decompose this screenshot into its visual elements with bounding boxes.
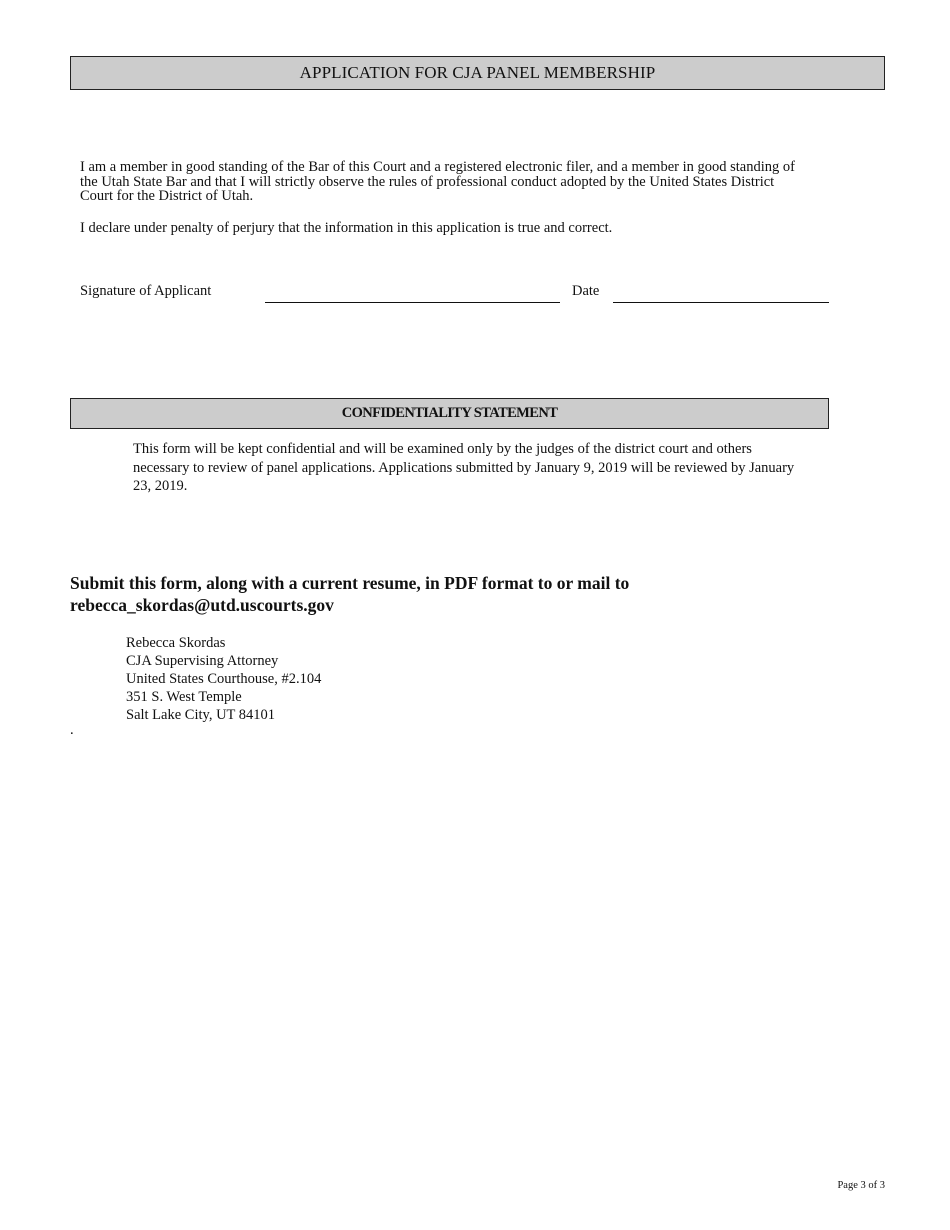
signature-field[interactable] [265,302,560,303]
address-title: CJA Supervising Attorney [126,653,279,669]
perjury-declaration: I declare under penalty of perjury that the information in this application is true and correct. [80,220,613,236]
confidentiality-banner [70,398,829,429]
address-name: Rebecca Skordas [126,635,226,651]
address-building: United States Courthouse, #2.104 [126,671,322,687]
date-field[interactable] [613,302,829,303]
form-title: APPLICATION FOR CJA PANEL MEMBERSHIP [299,63,656,82]
confidentiality-body: This form will be kept confidential and will be examined only by the judges of the district court and others necessary to review of panel applications. Applications submitted by January 9, 2019 will be reviewed by January 23, 2019. [133,441,795,494]
confidentiality-heading: CONFIDENTIALITY STATEMENT [341,405,558,421]
submission-instruction: Submit this form, along with a current resume, in PDF format to or mail to rebecca_skordas@utd.uscourts.gov [70,573,630,615]
signature-label: Signature of Applicant [80,283,212,299]
attestation-text: I am a member in good standing of the Bar of this Court and a registered electronic filer, and a member in good standing of the Utah State Bar and that I will strictly observe the rules of professional conduct adopted by the United States District Court for the District of Utah. [80,159,795,204]
mailing-address [126,634,321,724]
page-number: Page 3 of 3 [837,1180,885,1191]
address-street: 351 S. West Temple [126,689,242,705]
form-title-banner [70,56,885,90]
address-city: Salt Lake City, UT 84101 [126,707,276,723]
date-label: Date [572,283,600,299]
stray-period: . [70,722,74,738]
